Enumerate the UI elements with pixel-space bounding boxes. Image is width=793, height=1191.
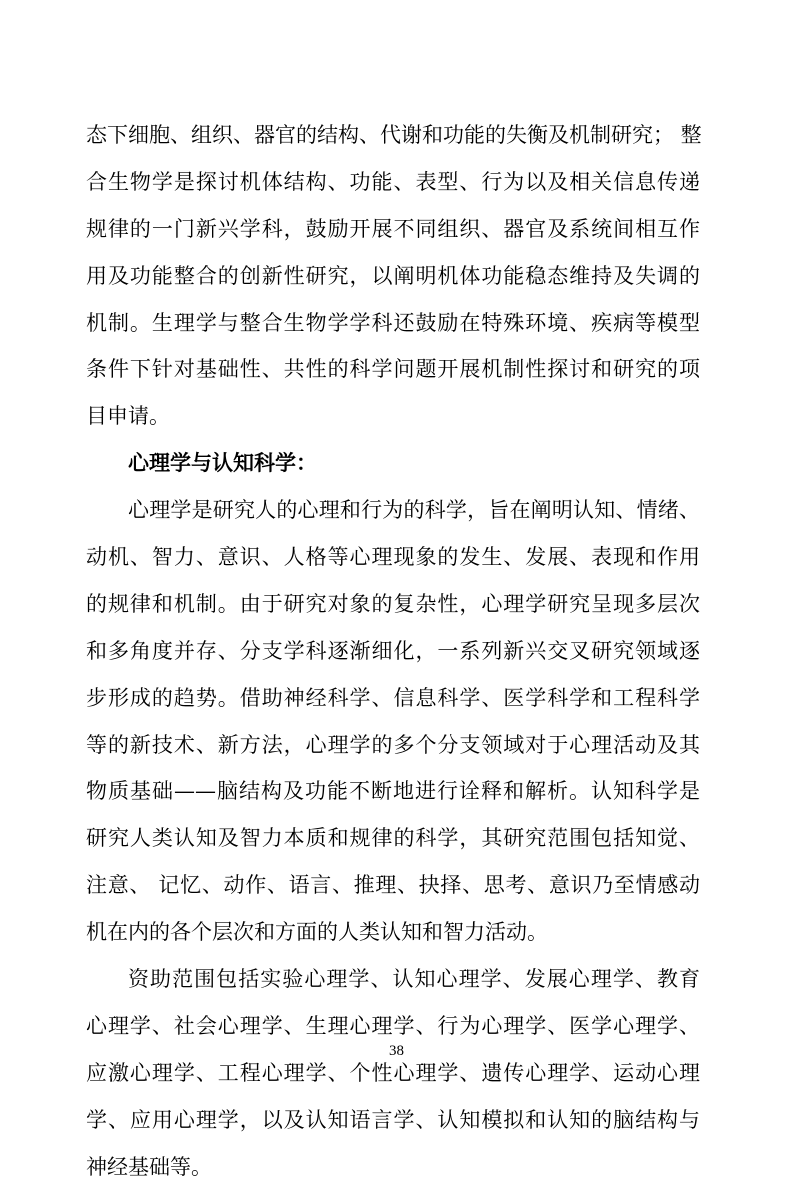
text-line: 和多角度并存、分支学科逐渐细化，一系列新兴交叉研究领域逐 xyxy=(86,638,700,663)
text-line: 资助范围包括实验心理学、认知心理学、发展心理学、教育 xyxy=(128,967,700,992)
text-line: 步形成的趋势。借助神经科学、信息科学、医学科学和工程科学 xyxy=(86,685,700,710)
text-line: 规律的一门新兴学科，鼓励开展不同组织、器官及系统间相互作 xyxy=(86,216,700,241)
text-line: 心理学是研究人的心理和行为的科学，旨在阐明认知、情绪、 xyxy=(128,498,700,523)
text-line: 机在内的各个层次和方面的人类认知和智力活动。 xyxy=(86,920,548,945)
text-line: 研究人类认知及智力本质和规律的科学，其研究范围包括知觉、 xyxy=(86,826,700,851)
text-line: 动机、智力、意识、人格等心理现象的发生、发展、表现和作用 xyxy=(86,545,700,570)
text-line: 合生物学是探讨机体结构、功能、表型、行为以及相关信息传递 xyxy=(86,169,700,194)
document-body xyxy=(86,112,700,1190)
text-line: 注意、 记忆、动作、语言、推理、抉择、思考、意识乃至情感动 xyxy=(86,873,700,898)
text-line: 目申请。 xyxy=(86,404,170,429)
text-line: 神经基础等。 xyxy=(86,1154,212,1179)
text-line: 应激心理学、工程心理学、个性心理学、遗传心理学、运动心理 xyxy=(86,1060,700,1085)
text-line: 等的新技术、新方法，心理学的多个分支领域对于心理活动及其 xyxy=(86,732,700,757)
section-heading: 心理学与认知科学： xyxy=(128,450,317,476)
text-line: 机制。生理学与整合生物学学科还鼓励在特殊环境、疾病等模型 xyxy=(86,310,700,335)
text-line: 态下细胞、组织、器官的结构、代谢和功能的失衡及机制研究； 整 xyxy=(86,123,702,147)
paragraph-intro xyxy=(86,112,700,440)
text-line: 条件下针对基础性、共性的科学问题开展机制性探讨和研究的项 xyxy=(86,357,700,382)
page-number: 38 xyxy=(389,1043,404,1059)
text-line: 心理学、社会心理学、生理心理学、行为心理学、医学心理学、 xyxy=(86,1013,700,1038)
text-line: 物质基础——脑结构及功能不断地进行诠释和解析。认知科学是 xyxy=(86,779,700,804)
text-line: 学、应用心理学，以及认知语言学、认知模拟和认知的脑结构与 xyxy=(86,1107,700,1132)
text-line: 的规律和机制。由于研究对象的复杂性，心理学研究呈现多层次 xyxy=(86,591,700,616)
paragraph-psychology xyxy=(86,487,700,956)
paragraph-funding xyxy=(86,956,700,1190)
text-line: 用及功能整合的创新性研究，以阐明机体功能稳态维持及失调的 xyxy=(86,263,700,288)
